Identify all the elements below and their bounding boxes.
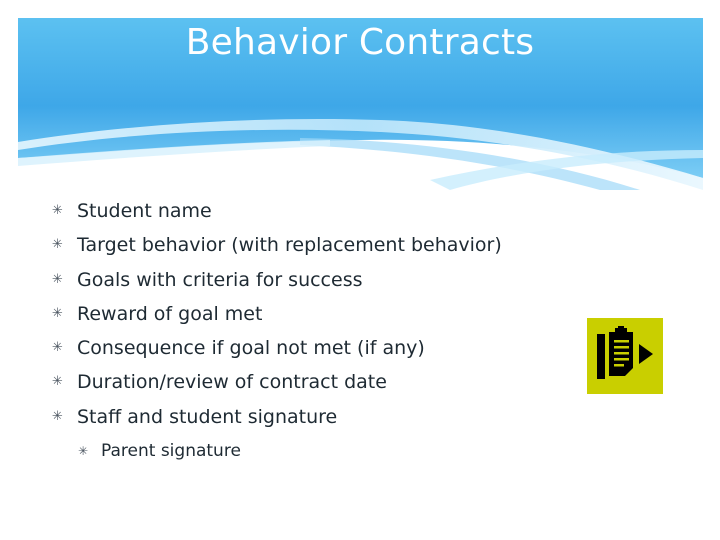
bullet-star-icon: ✳ (52, 271, 63, 287)
bullet-star-icon: ✳ (52, 374, 63, 390)
sub-bullet-list (78, 436, 241, 466)
bullet-star-icon: ✳ (52, 305, 63, 321)
list-item (52, 402, 502, 436)
bullet-text: Staff and student signature (77, 405, 338, 428)
bullet-text: Consequence if goal not met (if any) (77, 337, 425, 360)
slide-title: Behavior Contracts (185, 22, 535, 63)
bullet-text: Duration/review of contract date (77, 371, 387, 394)
bullet-star-icon: ✳ (52, 237, 63, 253)
bullet-text: Student name (77, 200, 212, 222)
bullet-text: Goals with criteria for success (77, 268, 363, 291)
clipboard-icon (587, 318, 663, 394)
list-item (52, 196, 502, 230)
list-item (52, 230, 502, 264)
list-item (52, 299, 502, 333)
bullet-list (52, 196, 502, 436)
bullet-star-icon: ✳ (52, 340, 63, 356)
bullet-text: Target behavior (with replacement behavior) (77, 234, 502, 257)
list-item (52, 333, 502, 367)
bullet-star-icon: ✳ (52, 408, 63, 424)
bullet-star-icon: ✳ (52, 203, 63, 218)
bullet-star-icon: ✳ (78, 444, 89, 458)
list-item (78, 436, 241, 466)
list-item (52, 367, 502, 401)
bullet-text: Reward of goal met (77, 302, 263, 325)
list-item (52, 265, 502, 299)
sub-bullet-text: Parent signature (101, 441, 241, 461)
